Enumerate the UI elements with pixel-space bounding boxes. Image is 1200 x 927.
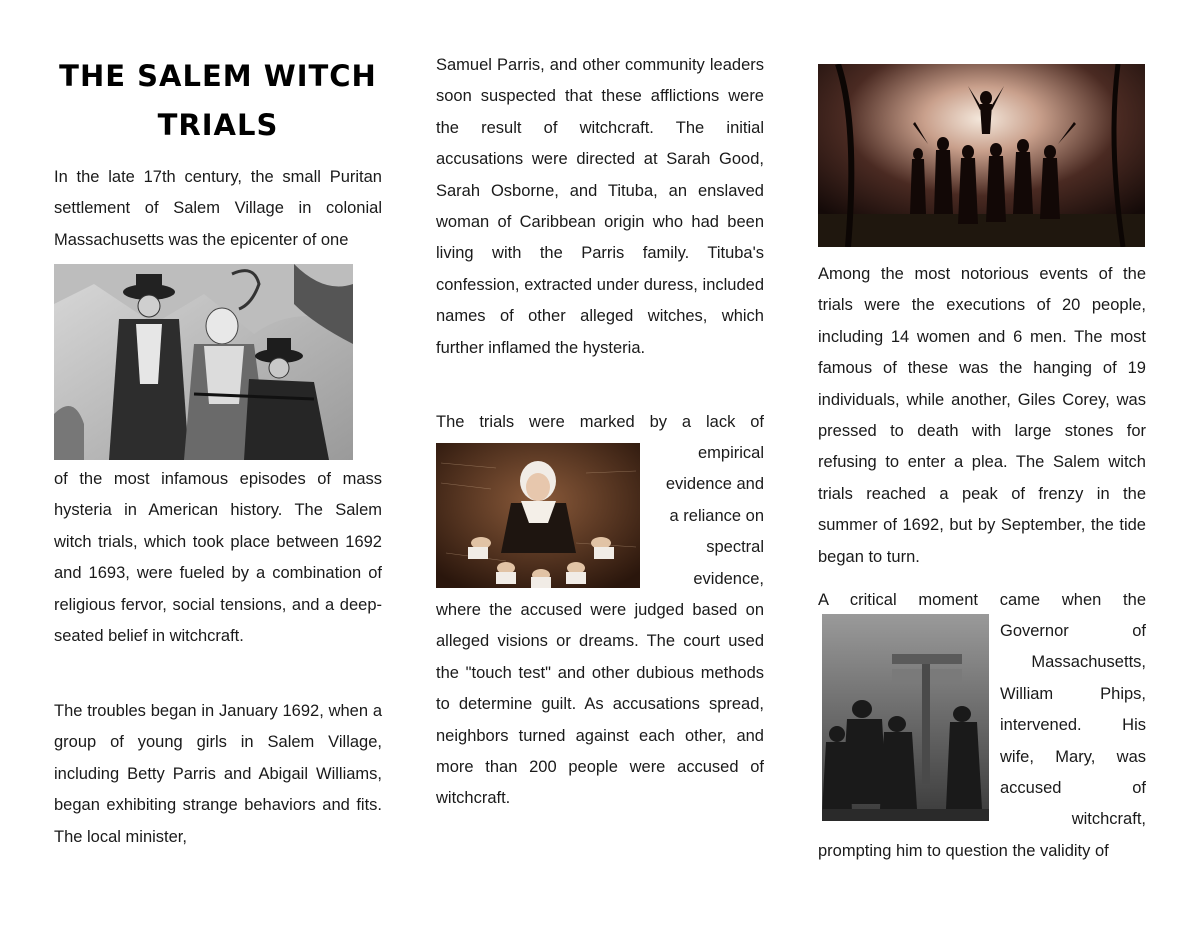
dancing-figures-image [818,64,1145,247]
intro-paragraph-continued: of the most infamous episodes of mass hysteria in American history. The Salem witch trials, which took place between 1692 and 1693, were fueled by a combination of religious fervor, social tensions, and a deep-seated belief in witchcraft. [54,470,382,646]
side-line: evidence and [665,475,764,494]
accusation-engraving-image [54,264,353,460]
side-line: William Phips, [1000,684,1146,703]
side-line: Massachusetts, [1031,653,1146,672]
side-line: empirical [697,444,764,462]
accused-woman-picture [436,443,640,588]
side-line: evidence, [693,569,764,588]
troubles-paragraph: The troubles began in January 1692, when a group of young girls in Salem Village, including Betty Parris and Abigail Williams, began exhibiting strange behaviors and fits. The local minister, [54,702,382,846]
trials-paragraph-lead: The trials were marked by a lack of [436,413,764,431]
intro-paragraph: In the late 17th century, the small Puritan settlement of Salem Village in colonial Massachusetts was the epicenter of one [54,168,382,249]
accused-woman-image [436,443,640,588]
side-line: wife, Mary, was [1000,747,1146,766]
side-line: intervened. His [1000,716,1146,735]
executions-paragraph: Among the most notorious events of the trials were the executions of 20 people, including 14 women and 6 men. The most famous of these was the hanging of 19 individuals, while another, Giles Corey, was pressed to death with large stones for refusing to enter a plea. The Salem witch trials reached a peak of frenzy in the summer of 1692, but by September, the tide began to turn. [818,265,1146,566]
trials-side-text [652,438,764,595]
page-title: THE SALEM WITCH TRIALS [59,59,377,142]
engraving-picture [54,264,353,460]
critical-moment-lead: A critical moment came when the [818,591,1146,609]
accusations-paragraph: Samuel Parris, and other community leaders soon suspected that these afflictions were the result of witchcraft. The initial accusations were directed at Sarah Good, Sarah Osborne, and Tituba, an enslaved woman of Caribbean origin who had been living with the Parris family. Tituba's confession, extracted under duress, included names of other alleged witches, which further inflamed the hysteria. [436,56,764,357]
critical-moment-rest: prompting him to question the validity of [818,842,1109,860]
side-line: accused of [1000,779,1146,798]
critical-moment-side-text [1000,616,1146,836]
side-line: witchcraft, [1071,810,1146,829]
dancing-figures-picture [818,64,1145,247]
side-line: Governor of [1000,622,1146,640]
pillory-picture [822,614,989,821]
side-line: spectral [706,538,764,557]
pillory-image [822,614,989,821]
trials-paragraph-rest: where the accused were judged based on alleged visions or dreams. The court used the "touch test" and other dubious methods to determine guilt. As accusations spread, neighbors turned against each other, and more than 200 people were accused of witchcraft. [436,601,764,808]
side-line: a reliance on [669,506,764,525]
